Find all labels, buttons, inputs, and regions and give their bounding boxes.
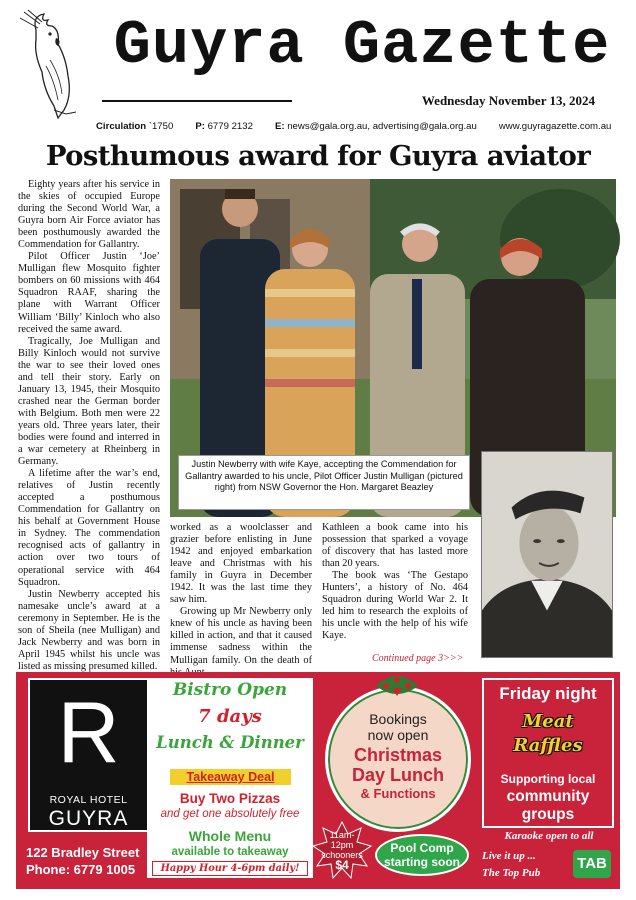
- article-column-1: [18, 179, 160, 672]
- tab-logo: TAB: [573, 850, 611, 878]
- karaoke-text: Karaoke open to all: [504, 830, 594, 842]
- article-headline: Posthumous award for Guyra aviator: [45, 140, 591, 172]
- paragraph: Eighty years after his service in the skies of occupied Europe during the Second World War, a Guyra born Air Force aviator has been posthumously awarded the Commendation for Gallantry.: [18, 179, 160, 251]
- website-link[interactable]: www.guyragazette.com.au: [498, 121, 612, 132]
- functions-text: & Functions: [360, 786, 436, 801]
- paragraph: worked as a woolclasser and grazier before enlisting in June 1942 and enjoyed embarkation leave and Christmas with his family in Guyra in December 1942. It was the last time they saw him.: [170, 522, 312, 606]
- address-phone: Phone: 6779 1005: [26, 862, 136, 877]
- hotel-address: [26, 844, 156, 878]
- bistro-open: Bistro Open: [172, 680, 288, 700]
- phone: P: 6779 2132: [195, 121, 253, 132]
- pizza-offer: Buy Two Pizzas: [179, 791, 281, 806]
- friday-raffles-panel: [482, 678, 614, 828]
- airman-portrait-photo: [481, 451, 613, 658]
- christmas-wreath-icon: [372, 672, 422, 700]
- schooner-offer: 11am- 12pm schooners $4: [321, 830, 363, 872]
- circulation: Circulation `1750: [96, 121, 174, 132]
- logo-line-1: ROYAL HOTEL: [49, 794, 128, 806]
- top-pub-slogan: Live it up ... The Top Pub: [482, 850, 541, 879]
- royal-hotel-advertisement[interactable]: [16, 672, 620, 889]
- photo-caption: Justin Newberry with wife Kaye, accepting the Commendation for Gallantry awarded to his uncle, Pilot Officer Justin Mulligan (pictured right) from NSW Governor the Hon. Margaret Beazley: [178, 455, 470, 510]
- paragraph: Growing up Mr Newberry only knew of his uncle as having been killed in action, and that it caused immense sadness within the Mulligan family. On the death of: [170, 606, 312, 666]
- bistro-days: 7 days: [198, 706, 262, 727]
- cockatoo-icon: [14, 10, 96, 122]
- friday-night: Friday night: [499, 684, 597, 703]
- royal-hotel-logo: [28, 678, 149, 832]
- lunch-dinner: Lunch & Dinner: [156, 733, 304, 752]
- address-street: 122 Bradley Street: [26, 845, 140, 860]
- bookings-text: Bookings now open: [367, 711, 429, 743]
- bistro-panel: [147, 678, 313, 878]
- paragraph: Kathleen a book came into his possession that sparked a voyage of discovery that has lasted more than 20 years.: [322, 522, 468, 570]
- community-groups: community groups: [506, 788, 590, 823]
- christmas-bookings-badge: [325, 686, 471, 832]
- paragraph: A lifetime after the war’s end, relatives of Justin recently accepted a posthumous Commendation for Gallantry on his behalf at Government House in Sydney. The commendation recognised acts of gallantry in action over two tours of operational service with 464 Squadron.: [18, 468, 160, 588]
- paragraph: The book was ‘The Gestapo Hunters’, a history of No. 464 Squadron during World War 2. It led him to research the exploits of his uncle with the help of his wife Kaye.: [322, 570, 468, 642]
- pool-comp-badge: Pool Comp starting soon: [375, 834, 469, 876]
- paragraph: Pilot Officer Justin ‘Joe’ Mulligan flew Mosquito fighter bombers on 60 missions with 464 Squadron RAAF, sharing the plane with Warrant Officer William ‘Billy’ Kinloch who also received the same award.: [18, 251, 160, 335]
- whole-menu: Whole Menu: [188, 828, 272, 844]
- christmas-lunch-text: Christmas Day Lunch: [351, 745, 444, 785]
- pizza-free: and get one absolutely free: [160, 808, 300, 820]
- logo-letter: R: [57, 685, 120, 781]
- happy-hour: Happy Hour 4-6pm daily!: [152, 861, 308, 876]
- article-column-2: [170, 522, 312, 670]
- issue-date: Wednesday November 13, 2024: [421, 93, 595, 108]
- paragraph: Justin Newberry accepted his namesake uncle’s award at a ceremony in September. He is the son of Sheila (nee Mulligan) and Jack Newberry and was born in April 1945 whilst his uncle was listed as missing presumed killed.: [18, 588, 160, 672]
- email[interactable]: E: news@gala.org.au, advertising@gala.org.au: [274, 121, 477, 132]
- logo-line-2: GUYRA: [48, 807, 129, 830]
- paragraph: Tragically, Joe Mulligan and Billy Kinloch would not survive the war to see their loved ones and tell their story. Early on January 13, 1945, their Mosquito crashed near the German border with Belgium. Both men were 22 years old. Three years later, their bodies were found and interred in a war cemetery at Rheinberg in Germany.: [18, 335, 160, 468]
- continued-link[interactable]: Continued page 3>>>: [372, 653, 464, 664]
- takeaway-deal: Takeaway Deal: [170, 769, 291, 785]
- article-column-3: [322, 522, 468, 648]
- newspaper-title: Guyra Gazette: [113, 10, 611, 81]
- menu-takeaway: available to takeaway: [171, 846, 289, 858]
- supporting-local: Supporting local: [500, 772, 596, 786]
- masthead-rule: [102, 100, 292, 102]
- contact-strip: [96, 121, 616, 132]
- meat-raffles: Meat Raffles: [513, 711, 583, 756]
